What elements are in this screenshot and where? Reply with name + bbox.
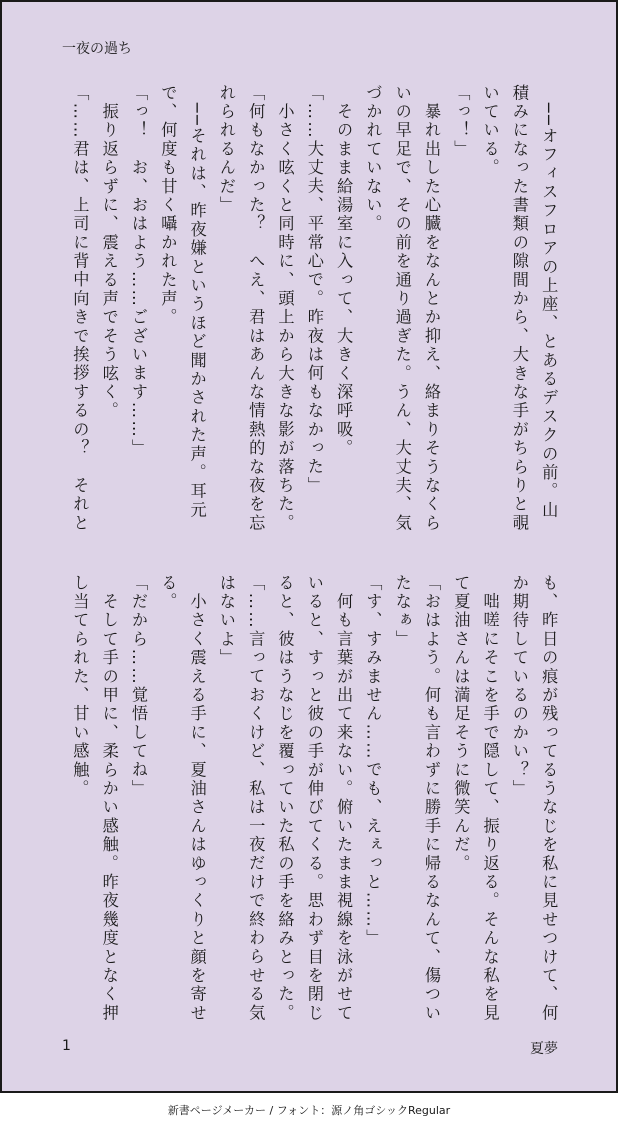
text-column: ──それは、昨夜嫌というほど聞かされた声。耳元 (187, 84, 207, 520)
text-column: 小さく震える手に、夏油さんはゆっくりと顔を寄せ (187, 574, 207, 1023)
text-column: はないよ」 (216, 574, 236, 668)
text-column: て夏油さんは満足そうに微笑んだ。 (451, 574, 471, 874)
text-column: 暴れ出した心臓をなんとか抑え、絡まりそうなくら (422, 84, 441, 533)
text-column: 積みになった書類の隙間から、大きな手がちらりと覗 (509, 84, 529, 533)
text-column: ると、彼はうなじを覆っていた私の手を絡みとった。 (275, 574, 295, 1023)
text-column: で、何度も甘く囁かれた声。 (158, 84, 178, 328)
text-column: 「っ！」 (451, 84, 471, 159)
author-name: 夏夢 (530, 1041, 558, 1057)
text-column: も、昨日の痕が残ってるうなじを私に見せつけて、何 (539, 574, 559, 1023)
text-column: そのまま給湯室に入って、大きく深呼吸。 (334, 84, 354, 458)
text-column: そして手の甲に、柔らかい感触。昨夜幾度となく押 (99, 574, 119, 1023)
page-number: 1 (62, 1038, 71, 1054)
text-column: づかれていない。 (363, 84, 383, 234)
text-column: 「だから……覚悟してね」 (129, 574, 148, 799)
text-column: いると、すっと彼の手が伸びてくる。思わず目を閉じ (304, 574, 324, 1023)
text-column: 「す、すみません……でも、えぇっと……」 (363, 574, 383, 948)
text-column: 「……大丈夫、平常心で。昨夜は何もなかった」 (304, 84, 324, 496)
text-column: ──オフィスフロアの上座、とあるデスクの前。山 (539, 84, 559, 520)
text-column: 「おはよう。何も言わずに勝手に帰るなんて、傷つい (422, 574, 441, 1023)
text-column: 「っ！ お、おはよう……ございます……」 (129, 84, 148, 458)
text-column: 「……言っておくけど、私は一夜だけで終わらせる気 (246, 574, 266, 1023)
text-column: し当てられた、甘い感触。 (70, 574, 90, 799)
credit-line: 新書ページメーカー / フォント：源ノ角ゴシックRegular (167, 1104, 451, 1117)
text-column: 振り返らずに、震える声でそう呟く。 (99, 84, 119, 421)
text-column: いの早足で、その前を通り過ぎた。うん、大丈夫、気 (392, 84, 412, 533)
text-column: る。 (158, 574, 178, 612)
text-column: れられるんだ」 (216, 84, 236, 215)
vertical-text-body (2, 2, 616, 1091)
text-column: 咄嗟にそこを手で隠して、振り返る。そんな私を見 (480, 574, 500, 1023)
text-column: か期待しているのかい？」 (509, 574, 529, 799)
running-title: 一夜の過ち (62, 41, 132, 57)
text-column: 「……君は、上司に背中向きで挨拶するの？ それと (70, 84, 90, 533)
text-column: 小さく呟くと同時に、頭上から大きな影が落ちた。 (275, 84, 295, 533)
text-column: 「何もなかった？ へえ、君はあんな情熱的な夜を忘 (246, 84, 266, 533)
text-column: 何も言葉が出て来ない。俯いたまま視線を泳がせて (334, 574, 354, 1023)
text-column: いている。 (480, 84, 500, 178)
text-column: たなぁ」 (392, 574, 412, 649)
